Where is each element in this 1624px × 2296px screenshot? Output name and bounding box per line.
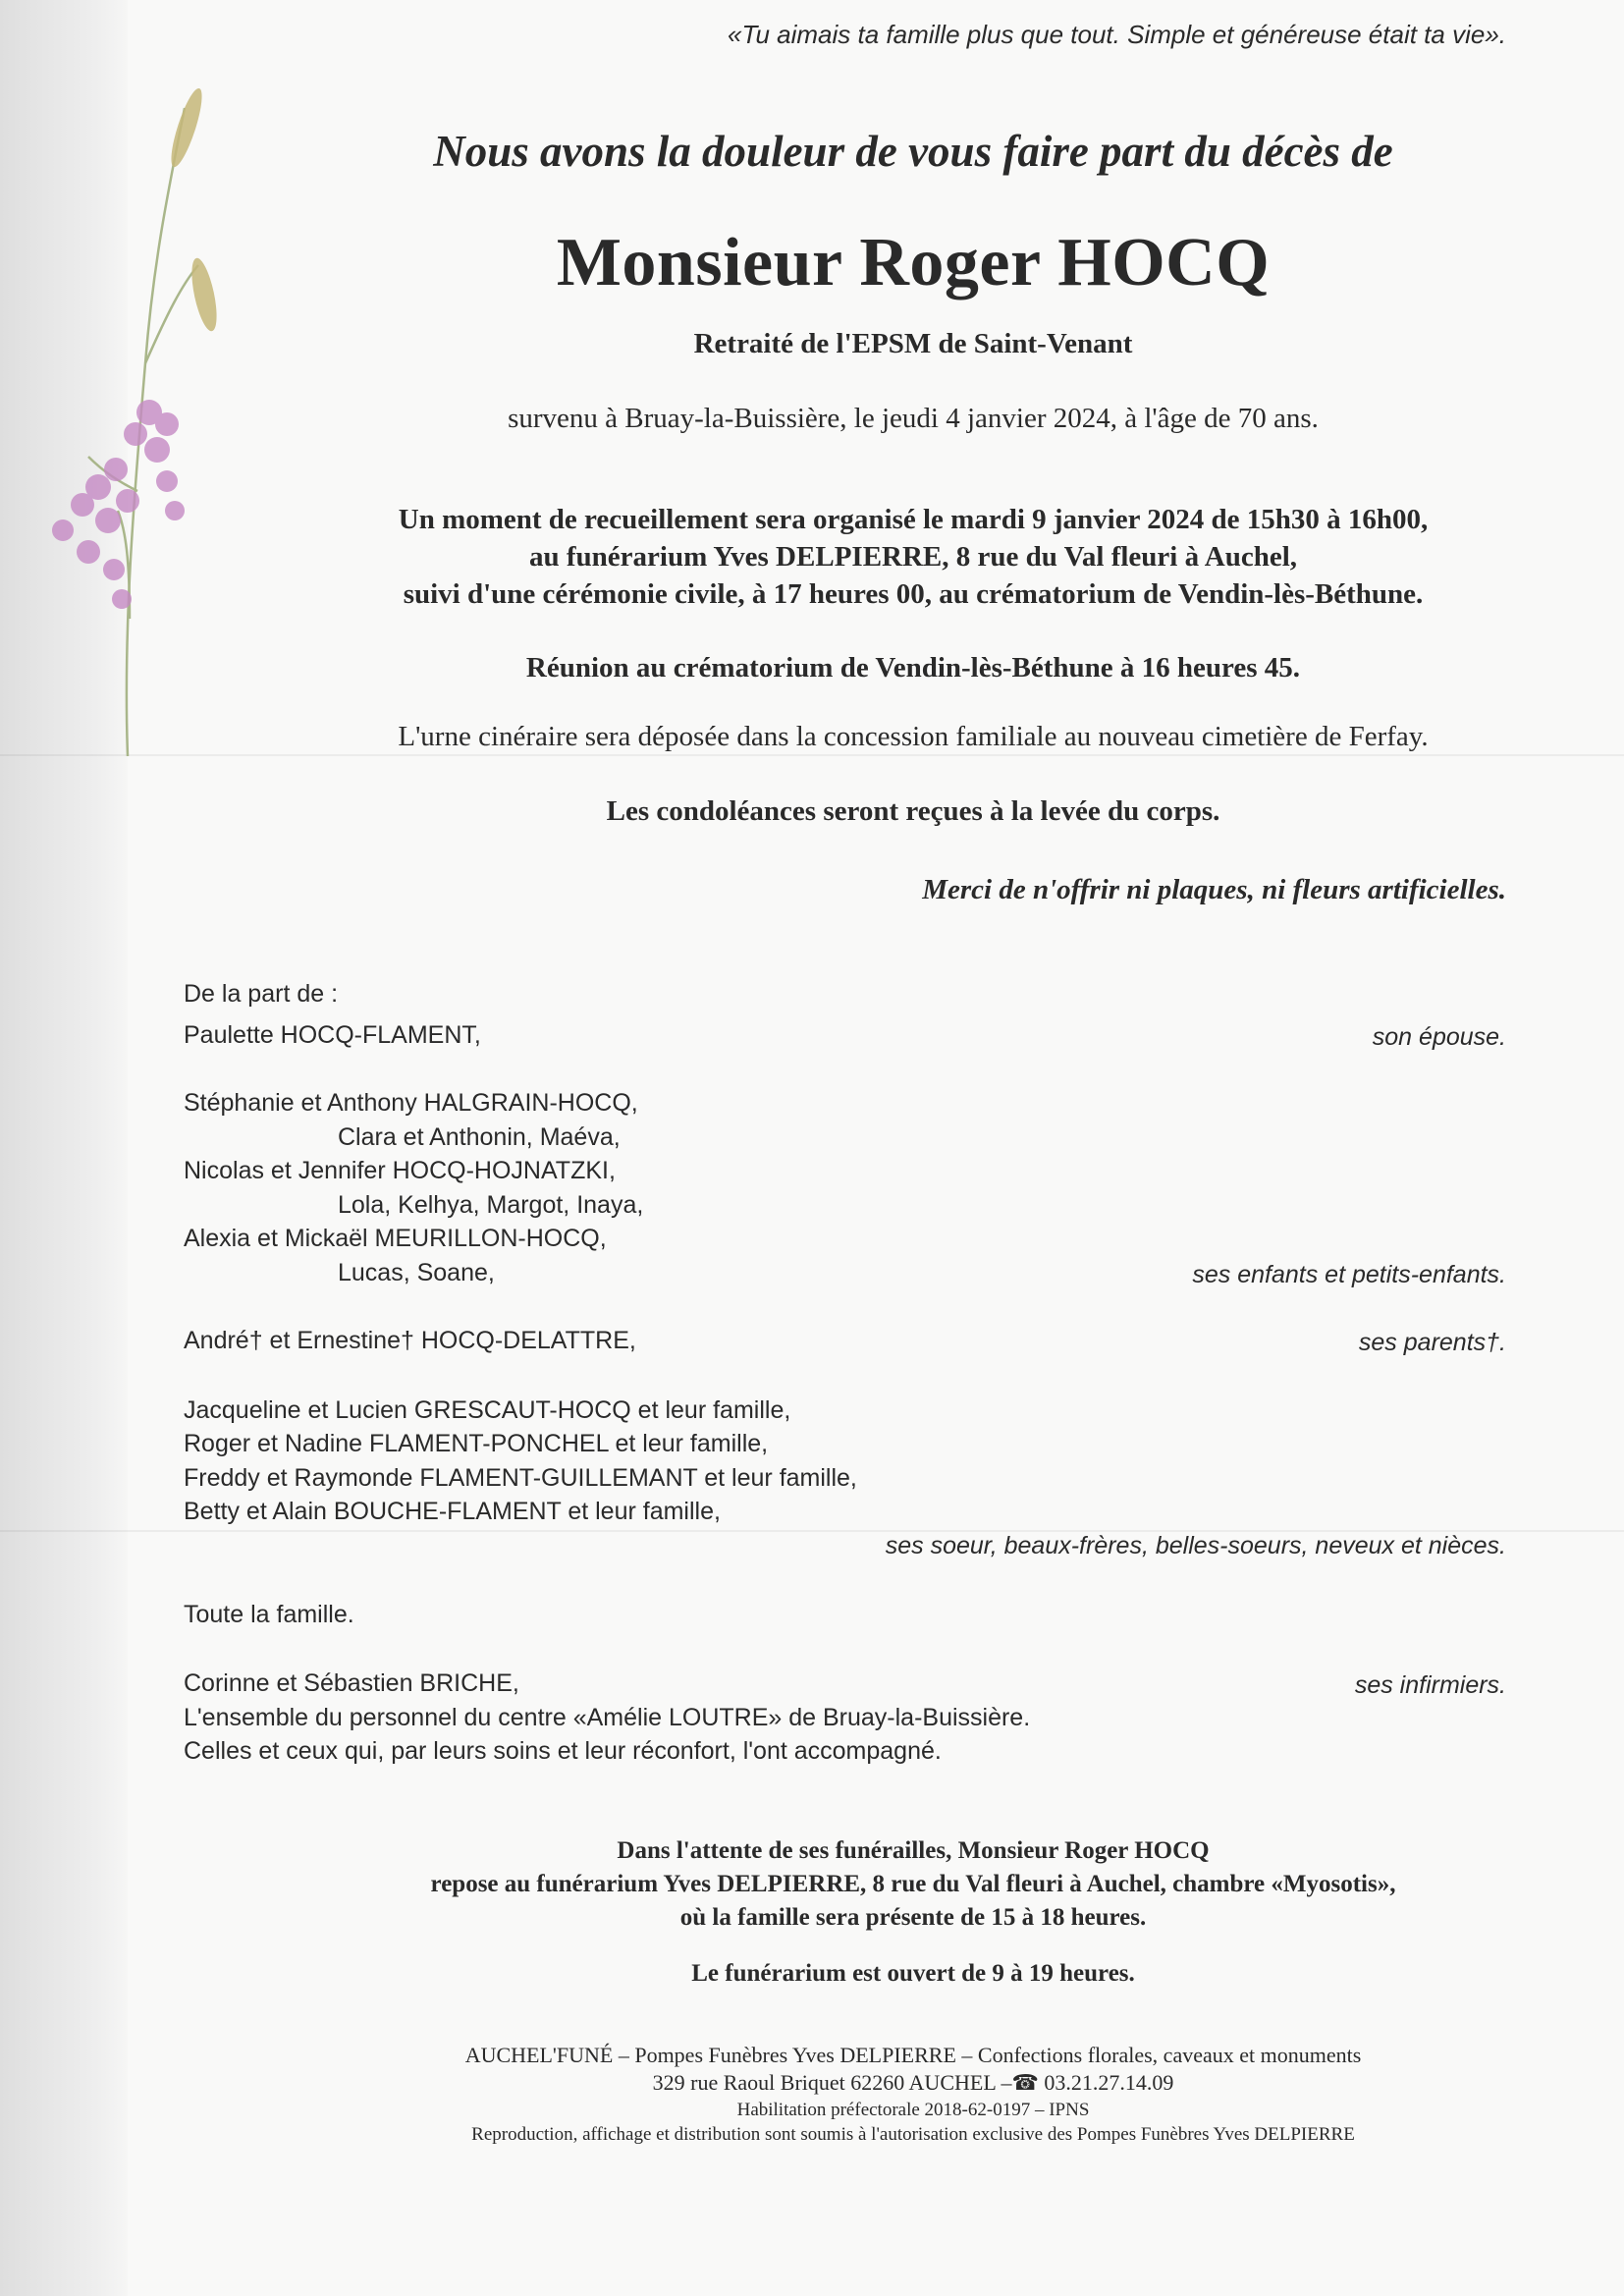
ceremony-details	[236, 501, 1591, 613]
sibling-line: Roger et Nadine FLAMENT-PONCHEL et leur famille,	[184, 1430, 769, 1457]
child-line: Stéphanie et Anthony HALGRAIN-HOCQ,	[184, 1089, 638, 1117]
waiting-line: repose au funérarium Yves DELPIERRE, 8 rue du Val fleuri à Auchel, chambre «Myosotis»,	[430, 1871, 1396, 1897]
children-relation: ses enfants et petits-enfants.	[1192, 1261, 1506, 1288]
condolences-notice: Les condoléances seront reçues à la levée du corps.	[606, 795, 1220, 827]
nurses-relation: ses infirmiers.	[1354, 1671, 1506, 1699]
grandchild-line: Lola, Kelhya, Margot, Inaya,	[338, 1191, 644, 1219]
spouse-relation: son épouse.	[1372, 1023, 1506, 1051]
siblings-relation: ses soeur, beaux-frères, belles-soeurs, neveux et nièces.	[885, 1532, 1506, 1559]
grandchild-line: Clara et Anthonin, Maéva,	[338, 1123, 621, 1151]
footer-reproduction: Reproduction, affichage et distribution sont soumis à l'autorisation exclusive des Pompes Funèbres Yves DELPIERRE	[471, 2124, 1355, 2145]
floral-illustration	[20, 69, 226, 756]
spouse-name: Paulette HOCQ-FLAMENT,	[184, 1021, 481, 1049]
sibling-line: Freddy et Raymonde FLAMENT-GUILLEMANT et leur famille,	[184, 1464, 857, 1492]
waiting-line: où la famille sera présente de 15 à 18 heures.	[679, 1904, 1147, 1931]
grandchild-line: Lucas, Soane,	[338, 1259, 495, 1286]
nurse-line: L'ensemble du personnel du centre «Amélie LOUTRE» de Bruay-la-Buissière.	[184, 1704, 1031, 1731]
ceremony-line: Un moment de recueillement sera organisé le mardi 9 janvier 2024 de 15h30 à 16h00,	[398, 504, 1429, 535]
waiting-details	[236, 1834, 1591, 1935]
sibling-line: Jacqueline et Lucien GRESCAUT-HOCQ et leur famille,	[184, 1396, 791, 1424]
reunion-notice: Réunion au crématorium de Vendin-lès-Béthune à 16 heures 45.	[525, 652, 1301, 683]
footer-company: AUCHEL'FUNÉ – Pompes Funèbres Yves DELPIERRE – Confections florales, caveaux et monuments	[464, 2043, 1362, 2067]
nurse-line: Celles et ceux qui, par leurs soins et leur réconfort, l'ont accompagné.	[184, 1737, 942, 1765]
urn-notice: L'urne cinéraire sera déposée dans la concession familiale au nouveau cimetière de Ferfay.	[398, 721, 1429, 752]
child-line: Nicolas et Jennifer HOCQ-HOJNATZKI,	[184, 1157, 616, 1184]
parents-name: André† et Ernestine† HOCQ-DELATTRE,	[184, 1327, 636, 1354]
opening-quote: «Tu aimais ta famille plus que tout. Simple et généreuse était ta vie».	[728, 20, 1506, 49]
footer-habilitation: Habilitation préfectorale 2018-62-0197 – IPNS	[736, 2100, 1090, 2120]
waiting-line: Dans l'attente de ses funérailles, Monsieur Roger HOCQ	[617, 1837, 1210, 1864]
footer-phone: 03.21.27.14.09	[1044, 2070, 1174, 2095]
parents-relation: ses parents†.	[1358, 1329, 1506, 1356]
sibling-line: Betty et Alain BOUCHE-FLAMENT et leur famille,	[184, 1498, 721, 1525]
announcement-intro: Nous avons la douleur de vous faire part du décès de	[433, 127, 1393, 176]
from-label: De la part de :	[184, 980, 339, 1008]
ceremony-line: suivi d'une cérémonie civile, à 17 heures 00, au crématorium de Vendin-lès-Béthune.	[403, 578, 1424, 610]
nurse-line: Corinne et Sébastien BRICHE,	[184, 1669, 519, 1697]
death-details: survenu à Bruay-la-Buissière, le jeudi 4 janvier 2024, à l'âge de 70 ans.	[508, 403, 1319, 434]
all-family: Toute la famille.	[184, 1601, 354, 1628]
child-line: Alexia et Mickaël MEURILLON-HOCQ,	[184, 1225, 607, 1252]
footer-address: 329 rue Raoul Briquet 62260 AUCHEL –	[652, 2070, 1012, 2095]
paper-fold-line	[0, 754, 1624, 756]
footer-address-line	[236, 2070, 1591, 2096]
ceremony-line: au funérarium Yves DELPIERRE, 8 rue du Val fleuri à Auchel,	[529, 541, 1297, 573]
deceased-name: Monsieur Roger HOCQ	[556, 225, 1271, 301]
flowers-notice: Merci de n'offrir ni plaques, ni fleurs artificielles.	[922, 874, 1506, 905]
opening-hours: Le funérarium est ouvert de 9 à 19 heures.	[691, 1960, 1135, 1987]
deceased-occupation: Retraité de l'EPSM de Saint-Venant	[693, 328, 1133, 359]
telephone-icon: ☎	[1011, 2070, 1039, 2095]
